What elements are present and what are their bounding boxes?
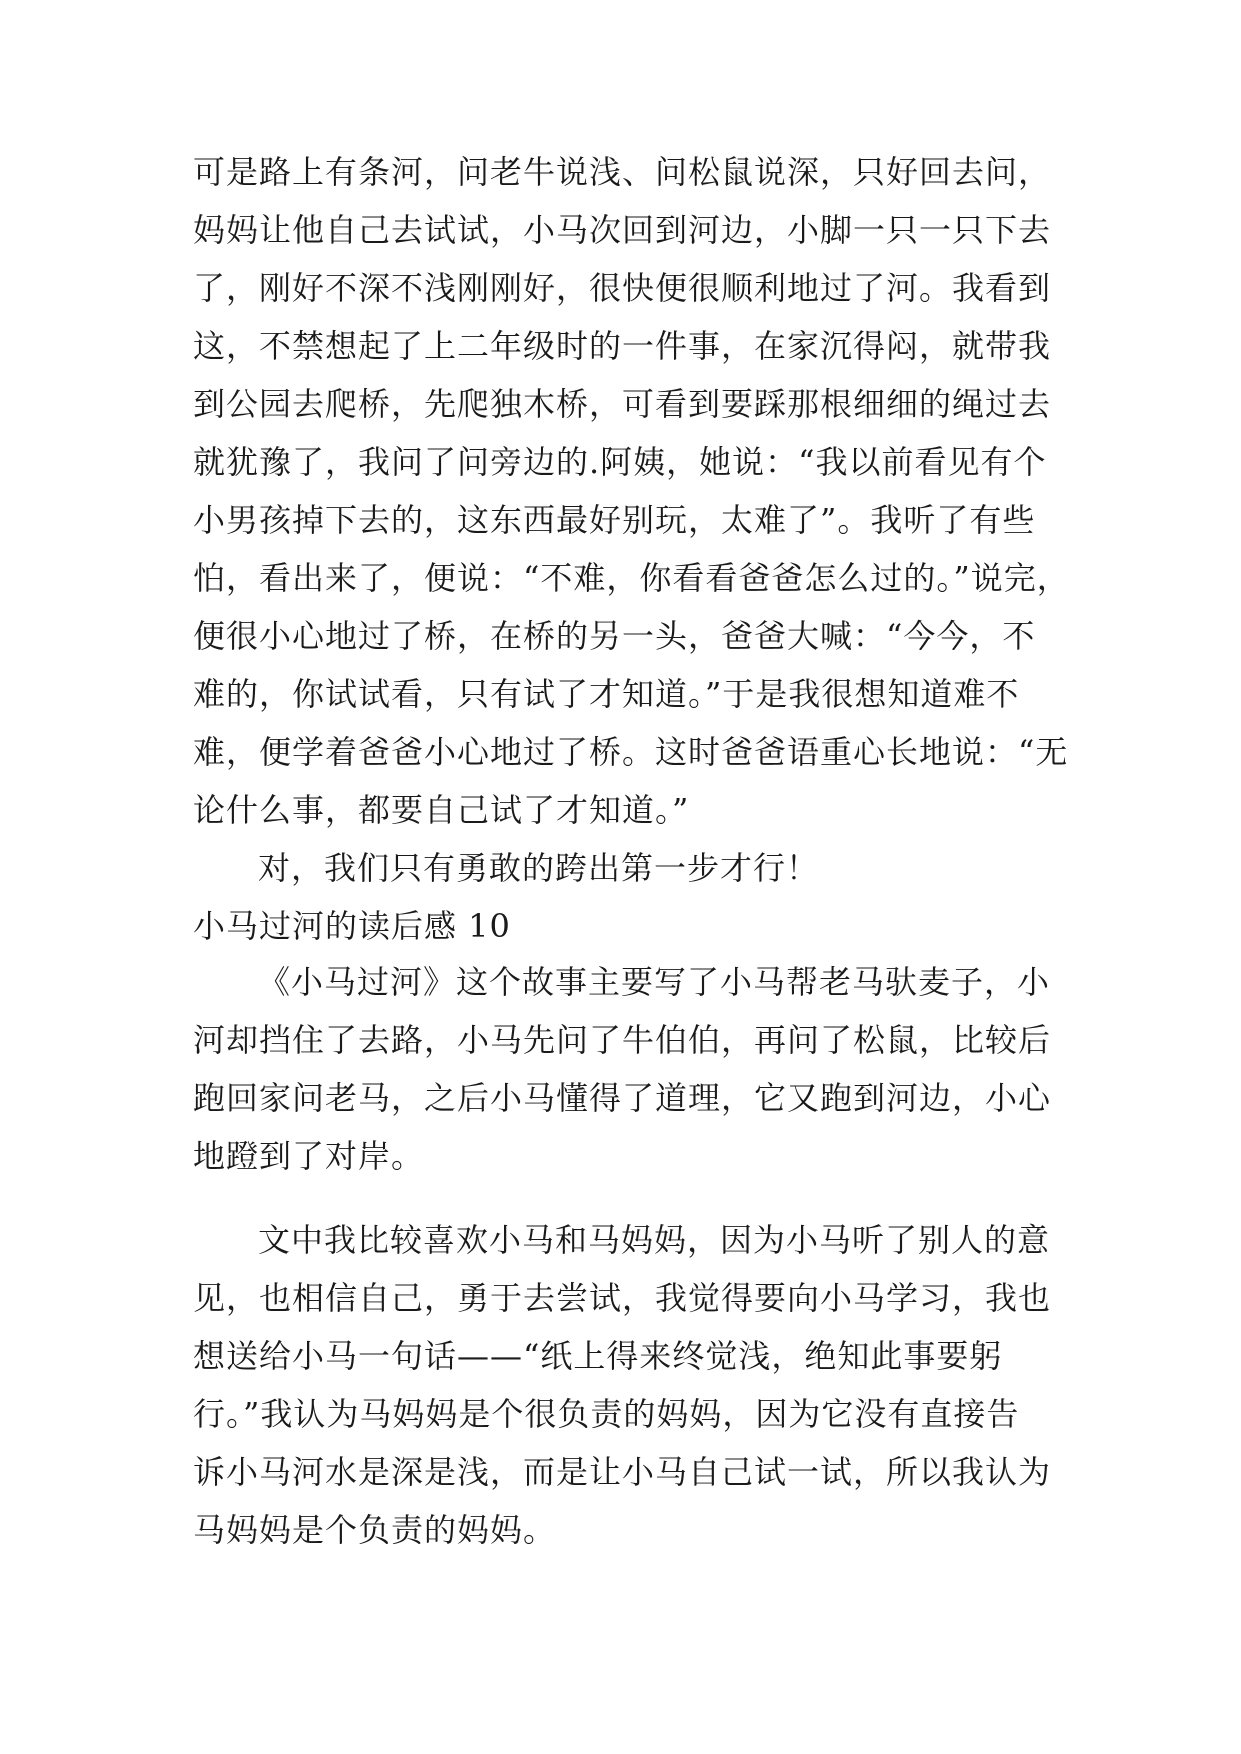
text-line: 怕，看出来了，便说：“不难，你看看爸爸怎么过的。”说完，	[193, 559, 1070, 597]
text-line: 地蹬到了对岸。	[193, 1137, 425, 1175]
text-line: 难，便学着爸爸小心地过了桥。这时爸爸语重心长地说：“无	[193, 733, 1069, 771]
text-line: 可是路上有条河，问老牛说浅、问松鼠说深，只好回去问，	[193, 153, 1052, 191]
text-line: 妈妈让他自己去试试，小马次回到河边，小脚一只一只下去	[193, 211, 1052, 249]
text-line: 这，不禁想起了上二年级时的一件事，在家沉得闷，就带我	[193, 327, 1052, 365]
text-line: 马妈妈是个负责的妈妈。	[193, 1511, 557, 1549]
conclusion-line: 对，我们只有勇敢的跨出第一步才行！	[258, 849, 820, 887]
text-line: 河却挡住了去路，小马先问了牛伯伯，再问了松鼠，比较后	[193, 1021, 1052, 1059]
text-line: 就犹豫了，我问了问旁边的.阿姨，她说：“我以前看见有个	[193, 443, 1047, 481]
text-line: 难的，你试试看，只有试了才知道。”于是我很想知道难不	[193, 675, 1020, 713]
text-line: 跑回家问老马，之后小马懂得了道理，它又跑到河边，小心	[193, 1079, 1052, 1117]
section-heading: 小马过河的读后感 10	[193, 907, 511, 945]
text-line: 诉小马河水是深是浅，而是让小马自己试一试，所以我认为	[193, 1453, 1052, 1491]
text-line: 便很小心地过了桥，在桥的另一头，爸爸大喊：“今今，不	[193, 617, 1036, 655]
text-line: 了，刚好不深不浅刚刚好，很快便很顺利地过了河。我看到	[193, 269, 1052, 307]
text-line: 想送给小马一句话——“纸上得来终觉浅，绝知此事要躬	[193, 1337, 1003, 1375]
text-line: 到公园去爬桥，先爬独木桥，可看到要踩那根细细的绳过去	[193, 385, 1052, 423]
text-line: 见，也相信自己，勇于去尝试，我觉得要向小马学习，我也	[193, 1279, 1052, 1317]
text-line: 论什么事，都要自己试了才知道。”	[193, 791, 690, 829]
text-line: 《小马过河》这个故事主要写了小马帮老马驮麦子，小	[258, 963, 1051, 1001]
text-line: 小男孩掉下去的，这东西最好别玩，太难了”。我听了有些	[193, 501, 1036, 539]
text-line: 行。”我认为马妈妈是个很负责的妈妈，因为它没有直接告	[193, 1395, 1020, 1433]
text-line: 文中我比较喜欢小马和马妈妈，因为小马听了别人的意	[258, 1221, 1051, 1259]
